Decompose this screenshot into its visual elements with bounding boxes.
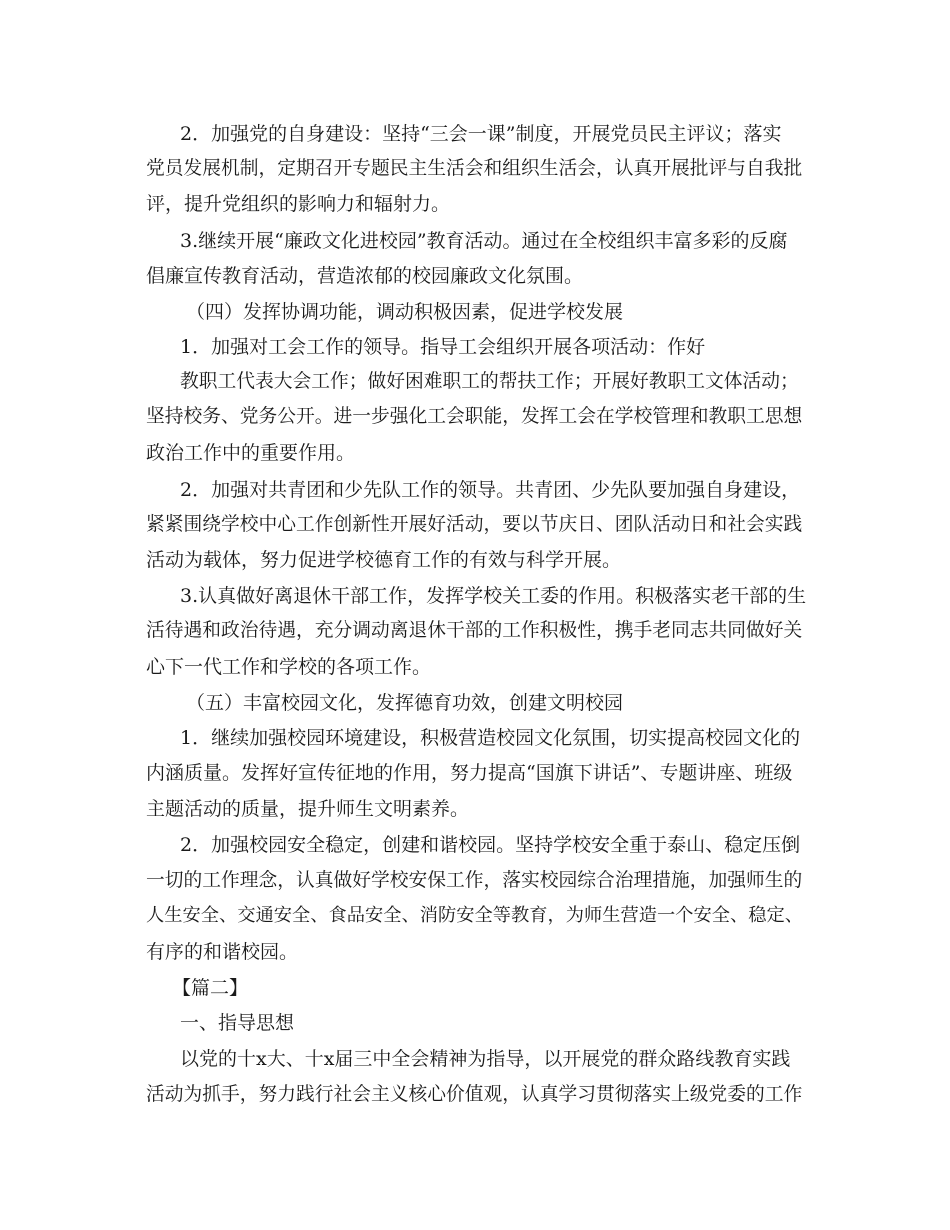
paragraph-line: 主题活动的质量，提升师生文明素养。 (146, 798, 470, 820)
paragraph-line: 1．继续加强校园环境建设，积极营造校园文化氛围，切实提高校园文化的 (180, 727, 801, 749)
paragraph-line: 2．加强校园安全稳定，创建和谐校园。坚持学校安全重于泰山、稳定压倒 (180, 834, 801, 856)
paragraph-line: 有序的和谐校园。 (146, 941, 299, 963)
part-heading: 【篇二】 (172, 977, 249, 999)
paragraph-line: 一切的工作理念，认真做好学校安保工作，落实校园综合治理措施，加强师生的 (146, 870, 803, 891)
section-heading: （四）发挥协调功能，调动积极因素，促进学校发展 (186, 301, 624, 323)
paragraph-line: 坚持校务、党务公开。进一步强化工会职能，发挥工会在学校管理和教职工思想 (146, 406, 803, 427)
paragraph-line: 1．加强对工会工作的领导。指导工会组织开展各项活动：作好 (180, 336, 706, 358)
paragraph-line: 紧紧围绕学校中心工作创新性开展好活动，要以节庆日、团队活动日和社会实践 (146, 514, 803, 535)
paragraph-line: 活动为载体，努力促进学校德育工作的有效与科学开展。 (146, 549, 622, 571)
paragraph-line: 内涵质量。发挥好宣传征地的作用，努力提高“国旗下讲话”、专题讲座、班级 (146, 762, 793, 784)
paragraph-line: 以党的十x大、十x届三中全会精神为指导，以开展党的群众路线教育实践 (180, 1048, 791, 1070)
paragraph-line: 心下一代工作和学校的各项工作。 (146, 656, 432, 678)
paragraph-line: 教职工代表大会工作；做好困难职工的帮扶工作；开展好教职工文体活动； (180, 371, 799, 392)
paragraph-line: 活待遇和政治待遇，充分调动离退休干部的工作积极性，携手老同志共同做好关 (146, 620, 803, 641)
paragraph-line: 倡廉宣传教育活动，营造浓郁的校园廉政文化氛围。 (146, 265, 584, 287)
section-heading: 一、指导思想 (180, 1012, 295, 1034)
paragraph-line: 2．加强对共青团和少先队工作的领导。共青团、少先队要加强自身建设， (180, 479, 801, 501)
paragraph-line: 人生安全、交通安全、食品安全、消防安全等教育，为师生营造一个安全、稳定、 (146, 905, 803, 926)
paragraph-line: 活动为抓手，努力践行社会主义核心价值观，认真学习贯彻落实上级党委的工作 (146, 1084, 803, 1105)
paragraph-line: 党员发展机制，定期召开专题民主生活会和组织生活会，认真开展批评与自我批 (146, 158, 803, 179)
paragraph-line: 2．加强党的自身建设：坚持“三会一课”制度，开展党员民主评议；落实 (180, 123, 782, 145)
paragraph-line: 3.认真做好离退休干部工作，发挥学校关工委的作用。积极落实老干部的生 (180, 585, 807, 607)
paragraph-line: 3.继续开展“廉政文化进校园”教育活动。通过在全校组织丰富多彩的反腐 (180, 230, 788, 252)
paragraph-line: 评，提升党组织的影响力和辐射力。 (146, 193, 451, 215)
paragraph-line: 政治工作中的重要作用。 (146, 442, 356, 464)
section-heading: （五）丰富校园文化，发挥德育功效，创建文明校园 (186, 692, 624, 714)
